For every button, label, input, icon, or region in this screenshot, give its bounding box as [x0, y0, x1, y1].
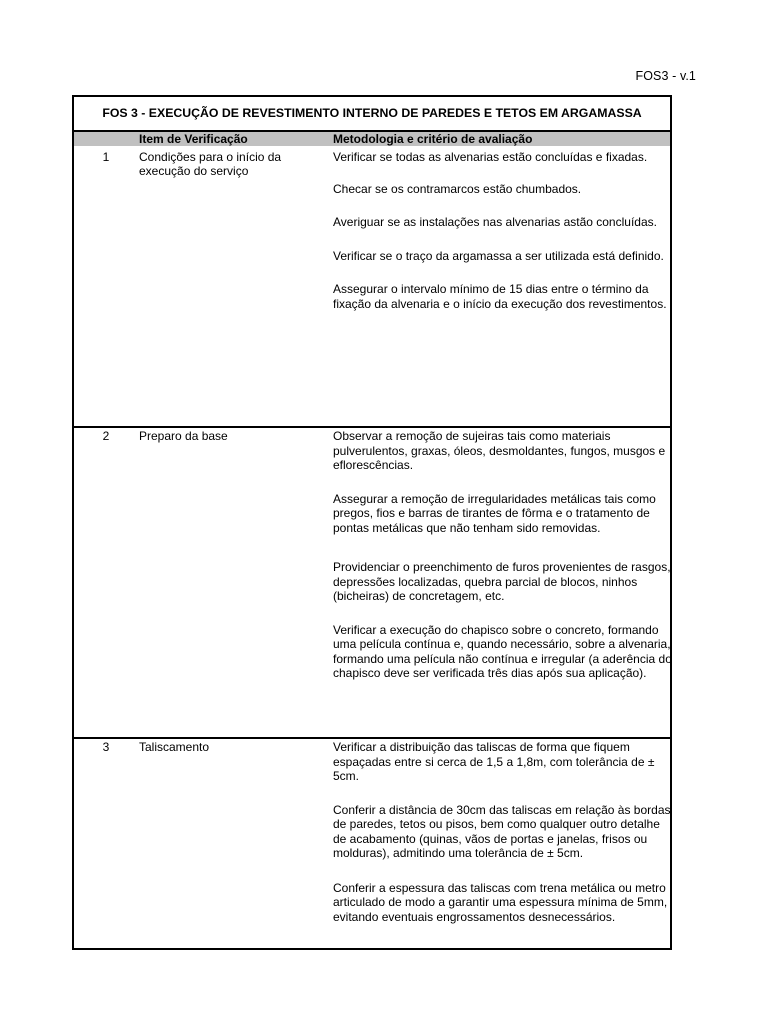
criterion: Checar se os contramarcos estão chumbados.: [333, 181, 582, 196]
verification-item: Preparo da base: [139, 429, 228, 443]
criterion: Averiguar se as instalações nas alvenarias astão concluídas.: [333, 215, 657, 229]
criteria-list: [333, 740, 673, 924]
criterion: Providenciar o preenchimento de furos provenientes de rasgos, depressões localizadas, quebra parcial de blocos, ninhos (bicheiras) de concretagem, etc.: [333, 560, 671, 603]
form-title: FOS 3 - EXECUÇÃO DE REVESTIMENTO INTERNO DE PAREDES E TETOS EM ARGAMASSA: [74, 97, 670, 132]
table-row: [74, 426, 670, 737]
criterion: Conferir a espessura das taliscas com trena metálica ou metro articulado de modo a garantir uma espessura mínima de 5mm, evitando eventuais engrossamentos desnecessários.: [333, 880, 668, 924]
criterion: Conferir a distância de 30cm das taliscas em relação às bordas de paredes, tetos ou pisos, bem como qualquer outro detalhe de acabamento (quinas, vãos de portas e janelas, frisos ou molduras), admitindo uma tolerância de ± 5cm.: [333, 802, 671, 860]
criterion: Verificar a distribuição das taliscas de forma que fiquem espaçadas entre si cerca de 1,5 a 1,8m, com tolerância de ± 5cm.: [333, 740, 655, 783]
column-header-item: Item de Verificação: [139, 132, 248, 146]
verification-item: Taliscamento: [139, 740, 210, 754]
table-row: [74, 737, 670, 951]
row-number: 2: [102, 429, 110, 443]
column-header-method: Metodologia e critério de avaliação: [333, 132, 533, 146]
criterion: Assegurar o intervalo mínimo de 15 dias entre o término da fixação da alvenaria e o início da execução dos revestimentos.: [333, 282, 667, 311]
criterion: Verificar a execução do chapisco sobre o concreto, formando uma película contínua e, quando necessário, sobre a alvenaria, formando uma película não contínua e irregular (a aderência do chapisco deve ser verificada três dias após sua aplicação).: [333, 622, 672, 680]
criterion: Verificar se todas as alvenarias estão concluídas e fixadas.: [333, 150, 648, 164]
table-row: [74, 146, 670, 426]
criteria-list: [333, 150, 673, 311]
column-header-row: [74, 132, 670, 146]
document-code: FOS3 - v.1: [635, 69, 696, 83]
row-number: 3: [102, 740, 110, 754]
verification-item: Condições para o início da execução do serviço: [139, 150, 282, 178]
verification-form: [72, 95, 672, 950]
criterion: Assegurar a remoção de irregularidades metálicas tais como pregos, fios e barras de tirantes de fôrma e o tratamento de pontas metálicas que não tenham sido removidas.: [333, 491, 656, 535]
criterion: Verificar se o traço da argamassa a ser utilizada está definido.: [333, 248, 664, 263]
criteria-list: [333, 429, 673, 681]
criterion: Observar a remoção de sujeiras tais como materiais pulverulentos, graxas, óleos, desmoldantes, fungos, musgos e eflorescências.: [333, 429, 666, 472]
row-number: 1: [102, 150, 110, 164]
